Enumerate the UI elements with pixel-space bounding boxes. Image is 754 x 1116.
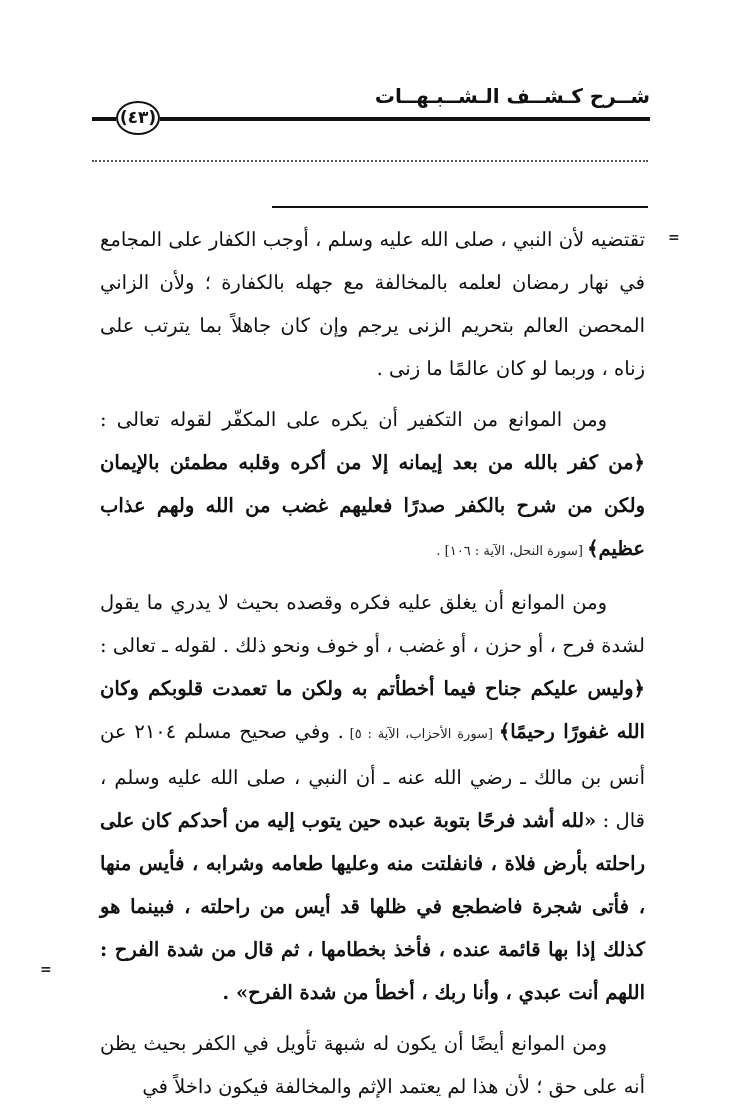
text-span: ومن الموانع من التكفير أن يكره على المكفّر لقوله تعالى : <box>100 408 607 431</box>
section-divider <box>272 206 648 208</box>
paragraph: تقتضيه لأن النبي ، صلى الله عليه وسلم ، أوجب الكفار على المجامع في نهار رمضان لعلمه بالمخالفة مع جهله بالكفارة ؛ ولأن الزاني المحصن العالم بتحريم الزنى يرجم وإن كان جاهلاً بما يترتب على زناه ، وربما لو كان عالمًا ما زنى . <box>100 228 645 380</box>
hadith-quote: «لله أشد فرحًا بتوبة عبده حين يتوب إليه من أحدكم كان على راحلته بأرض فلاة ، فانفلتت منه وعليها طعامه وشرابه ، فأيس منها ، فأتى شجرة فاضطجع في ظلها قد أيس من راحلته ، فبينما هو كذلك إذا بها قائمة عنده ، فأخذ بخطامها ، ثم قال من شدة الفرح : اللهم أنت عبدي ، وأنا ربك ، أخطأ من شدة الفرح» . <box>100 809 645 1004</box>
quran-quote: ﴿وليس عليكم جناح فيما أخطأتم به ولكن ما تعمدت قلوبكم وكان الله غفورًا رحيمًا﴾ <box>100 677 645 743</box>
text-span: . وفي صحيح مسلم ٢١٠٤ عن أنس بن مالك ـ رضي الله عنه ـ أن النبي ، صلى الله عليه وسلم ، قال : <box>100 720 645 832</box>
header-rule-left <box>92 117 116 121</box>
continuation-mark-top: = <box>668 230 680 246</box>
main-text <box>100 218 645 1116</box>
page-number: (٤٣) <box>116 101 160 135</box>
paragraph: ومن الموانع أيضًا أن يكون له شبهة تأويل في الكفر بحيث يظن أنه على حق ؛ لأن هذا لم يعتمد الإثم والمخالفة فيكون داخلاً في <box>100 1032 645 1098</box>
quran-reference: [سورة الأحزاب، الآية : ٥] <box>343 727 499 742</box>
dotted-separator <box>92 160 648 162</box>
paragraph <box>100 581 645 1014</box>
continuation-mark-bottom: = <box>40 962 52 978</box>
text-span: ومن الموانع أن يغلق عليه فكره وقصده بحيث لا يدري ما يقول لشدة فرح ، أو حزن ، أو غضب ، أو خوف ونحو ذلك . لقوله ـ تعالى : <box>100 591 645 657</box>
paragraph <box>100 398 645 573</box>
header-rule-right <box>160 117 650 121</box>
book-title: شــرح كـشــف الـشــبـهــات <box>374 84 650 108</box>
quran-reference: [سورة النحل، الآية : ١٠٦] . <box>436 544 588 559</box>
quran-quote: ﴿من كفر بالله من بعد إيمانه إلا من أكره وقلبه مطمئن بالإيمان ولكن من شرح بالكفر صدرًا فعليهم غضب من الله ولهم عذاب عظيم﴾ <box>100 451 645 560</box>
